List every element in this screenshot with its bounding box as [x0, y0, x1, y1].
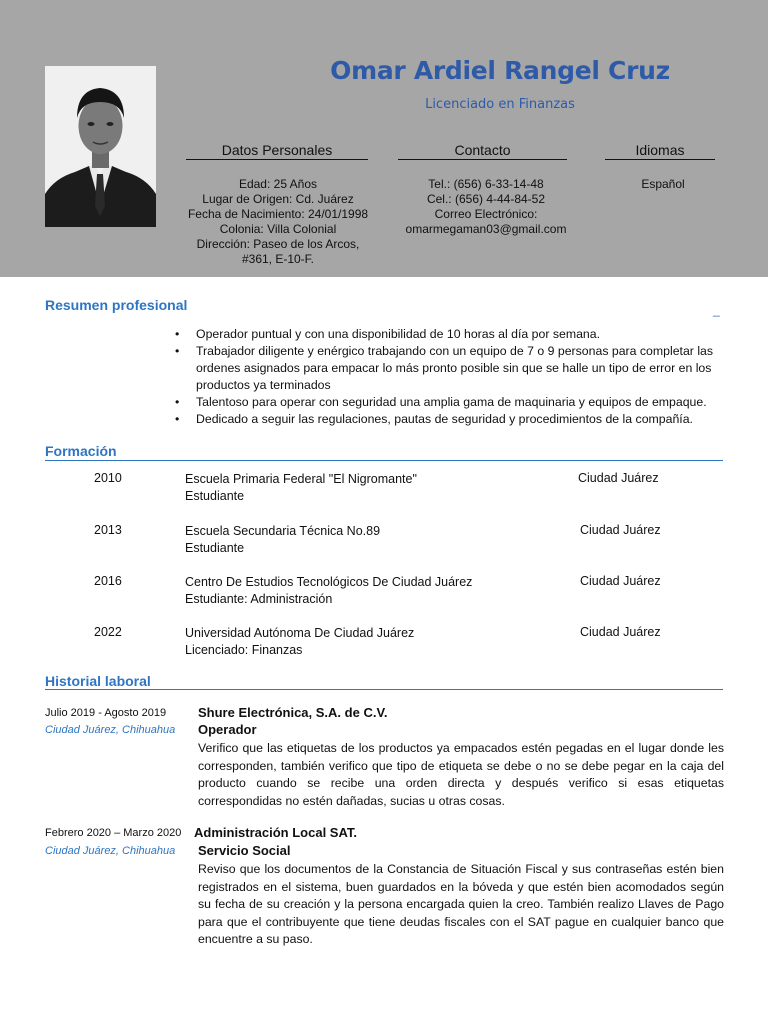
- education-school: [185, 523, 565, 557]
- personal-colonia: Colonia: Villa Colonial: [219, 222, 337, 236]
- job-role: Servicio Social: [198, 843, 291, 858]
- languages-list: [605, 177, 721, 192]
- job-description: Verifico que las etiquetas de los productos ya empacados estén pegadas en el lugar donde les corresponden, también verifico que tipo de etiqueta se debe o no se debe pegar en la caja del producto cuando se recibe una orden directa y después verifico si esas etiquetas correspondidas no estén dañadas, sucias u otras cosas.: [198, 741, 724, 808]
- personal-data-heading: Datos Personales: [186, 142, 368, 160]
- contact-phone: Tel.: (656) 6-33-14-48: [428, 177, 544, 191]
- work-heading: Historial laboral: [45, 673, 151, 689]
- education-city: Ciudad Juárez: [578, 471, 659, 485]
- job-role: Operador: [198, 722, 257, 737]
- job-date: Febrero 2020 – Marzo 2020: [45, 827, 182, 839]
- job-location: Ciudad Juárez, Chihuahua: [45, 845, 176, 857]
- education-detail: Licenciado: Finanzas: [185, 643, 303, 657]
- education-school-name: Escuela Primaria Federal "El Nigromante": [185, 472, 417, 486]
- job-company: Shure Electrónica, S.A. de C.V.: [198, 705, 388, 720]
- education-city: Ciudad Juárez: [580, 625, 661, 639]
- education-school: [185, 625, 565, 659]
- education-year: 2016: [94, 574, 122, 588]
- summary-bullet: • Trabajador diligente y enérgico trabajando con un equipo de 7 o 9 personas para completar las ordenes asignados para empacar lo más pronto posible sin que se halle un tipo de error en los productos ya terminados: [172, 343, 728, 394]
- education-school-name: Escuela Secundaria Técnica No.89: [185, 524, 381, 538]
- contact-email-label: Correo Electrónico:: [434, 207, 538, 221]
- education-detail: Estudiante: Administración: [185, 592, 333, 606]
- personal-age: Edad: 25 Años: [238, 177, 318, 191]
- education-school: [185, 471, 565, 505]
- education-school-name: Universidad Autónoma De Ciudad Juárez: [185, 626, 415, 640]
- language-item: Español: [641, 177, 685, 191]
- summary-bullet: • Operador puntual y con una disponibilidad de 10 horas al día por semana.: [172, 326, 728, 343]
- education-city: Ciudad Juárez: [580, 523, 661, 537]
- summary-bullet: • Dedicado a seguir las regulaciones, pautas de seguridad y procedimientos de la compañía.: [172, 411, 728, 428]
- education-year: 2010: [94, 471, 122, 485]
- contact-column: [398, 142, 567, 160]
- education-school: [185, 574, 565, 608]
- profile-photo: [45, 66, 156, 227]
- personal-address-1: Dirección: Paseo de los Arcos,: [196, 237, 360, 251]
- summary-list: [172, 326, 728, 428]
- languages-column: [605, 142, 715, 160]
- languages-heading: Idiomas: [605, 142, 715, 160]
- candidate-title: Licenciado en Finanzas: [425, 97, 575, 112]
- work-divider: [45, 689, 723, 690]
- job-location: Ciudad Juárez, Chihuahua: [45, 724, 176, 736]
- contact-email: omarmegaman03@gmail.com: [405, 222, 567, 236]
- candidate-name: Omar Ardiel Rangel Cruz: [330, 56, 670, 85]
- education-heading: Formación: [45, 443, 117, 459]
- job-company: Administración Local SAT.: [194, 825, 358, 840]
- job-description: Reviso que los documentos de la Constancia de Situación Fiscal y sus contraseñas estén bien registrados en el sistema, buen guardados en la bóveda y que estén bien acomodados según su fecha de su creación y la persona encargada quien la creo. También realizo Llaves de Pago para que el contribuyente que tiene deudas fiscales con el SAT pague en cualquier banco que encuentre a su paso.: [198, 862, 724, 946]
- personal-data-column: [186, 142, 368, 160]
- summary-heading: Resumen profesional: [45, 297, 188, 313]
- education-city: Ciudad Juárez: [580, 574, 661, 588]
- section-marker: _: [713, 303, 720, 317]
- personal-origin: Lugar de Origen: Cd. Juárez: [202, 192, 354, 206]
- personal-birthdate: Fecha de Nacimiento: 24/01/1998: [187, 207, 369, 221]
- education-school-name: Centro De Estudios Tecnológicos De Ciudad Juárez: [185, 575, 473, 589]
- contact-cell: Cel.: (656) 4-44-84-52: [426, 192, 546, 206]
- personal-data-list: [170, 177, 386, 267]
- personal-address-2: #361, E-10-F.: [241, 252, 315, 266]
- summary-bullet: • Talentoso para operar con seguridad una amplia gama de maquinaria y equipos de empaque.: [172, 394, 728, 411]
- education-detail: Estudiante: [185, 541, 245, 555]
- contact-list: [388, 177, 584, 237]
- job-date: Julio 2019 - Agosto 2019: [45, 707, 167, 719]
- contact-heading: Contacto: [398, 142, 567, 160]
- education-year: 2013: [94, 523, 122, 537]
- education-divider: [45, 460, 723, 461]
- education-detail: Estudiante: [185, 489, 245, 503]
- education-year: 2022: [94, 625, 122, 639]
